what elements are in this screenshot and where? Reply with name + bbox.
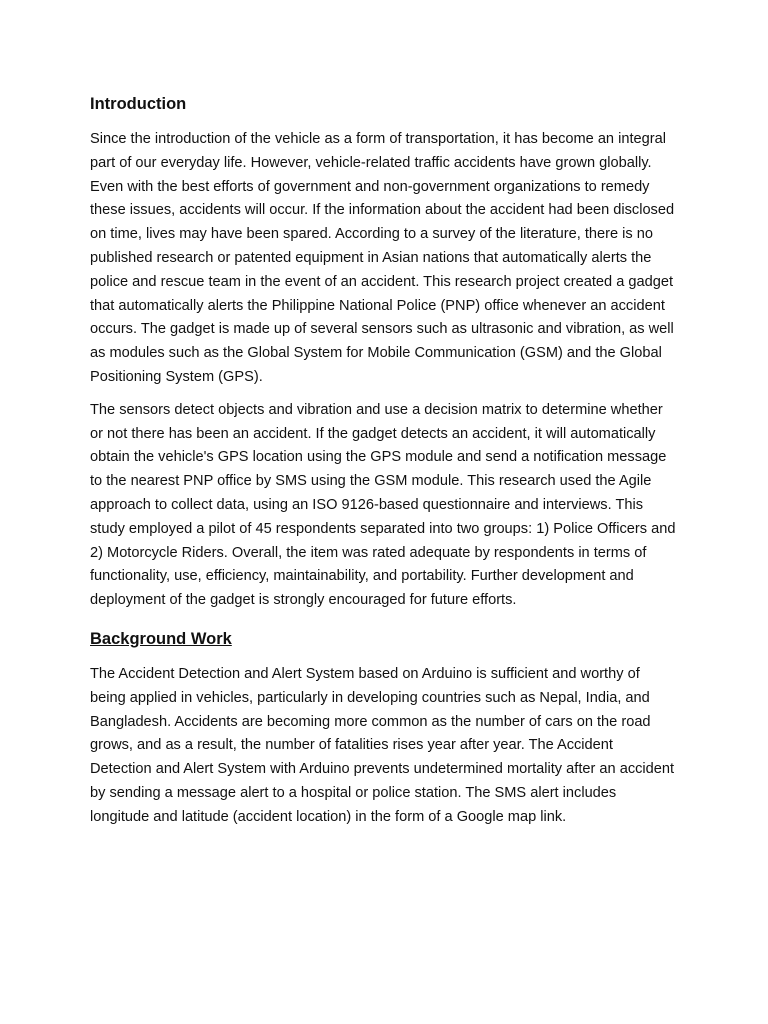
section-heading-background-work: Background Work bbox=[90, 629, 232, 648]
background-work-paragraph-1: The Accident Detection and Alert System based on Arduino is sufficient and worthy of being applied in vehicles, particularly in developing countries such as Nepal, India, and Bangladesh. Accidents are becoming more common as the number of cars on the road grows, and as a result, the number of fatalities rises year after year. The Accident Detection and Alert System with Arduino prevents undetermined mortality after an accident by sending a message alert to a hospital or police station. The SMS alert includes longitude and latitude (accident location) in the form of a Google map link. bbox=[90, 665, 675, 825]
introduction-paragraph-2: The sensors detect objects and vibration and use a decision matrix to determine whether or not there has been an accident. If the gadget detects an accident, it will automatically obtain the vehicle's GPS location using the GPS module and send a notification message to the nearest PNP office by SMS using the GSM module. This research used the Agile approach to collect data, using an ISO 9126-based questionnaire and interviews. This study employed a pilot of 45 respondents separated into two groups: 1) Police Officers and 2) Motorcycle Riders. Overall, the item was rated adequate by respondents in terms of functionality, use, efficiency, maintainability, and portability. Further development and deployment of the gadget is strongly encouraged for future efforts. bbox=[90, 401, 676, 609]
section-heading-introduction: Introduction bbox=[90, 95, 187, 113]
document-page bbox=[90, 92, 678, 839]
introduction-paragraph-1: Since the introduction of the vehicle as a form of transportation, it has become an integral part of our everyday life. However, vehicle-related traffic accidents have grown globally. Even with the best efforts of government and non-government organizations to remedy these issues, accidents will occur. If the information about the accident had been disclosed on time, lives may have been spared. According to a survey of the literature, there is no published research or patented equipment in Asian nations that automatically alerts the police and rescue team in the event of an accident. This research project created a gadget that automatically alerts the Philippine National Police (PNP) office whenever an accident occurs. The gadget is made up of several sensors such as ultrasonic and vibration, as well as modules such as the Global System for Mobile Communication (GSM) and the Global Positioning System (GPS). bbox=[90, 131, 675, 385]
